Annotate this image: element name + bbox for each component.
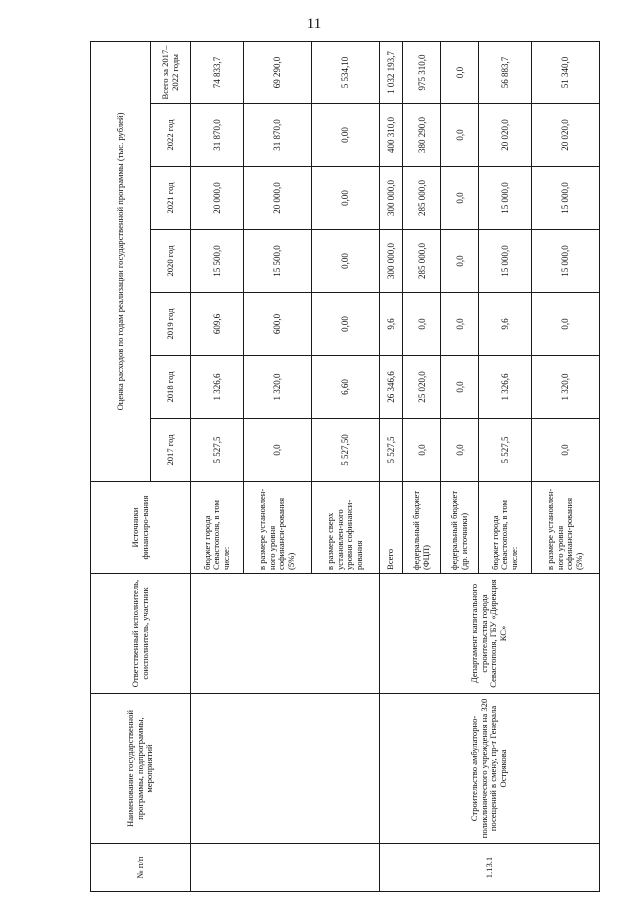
total-cell: 51 340,0: [531, 41, 599, 103]
value-cell: 0,0: [441, 356, 479, 419]
row-source-cell: бюджет города Севастополя, в том числе:: [479, 482, 532, 574]
value-cell: 0,0: [243, 419, 311, 482]
value-cell: 0,0: [441, 167, 479, 230]
header-num: № п/п: [91, 844, 191, 892]
total-cell: 69 290,0: [243, 41, 311, 103]
table-row: [191, 41, 244, 891]
value-cell: 20 020,0: [531, 104, 599, 167]
value-cell: 285 000,0: [403, 230, 441, 293]
value-cell: 9,6: [479, 293, 532, 356]
value-cell: 6,60: [311, 356, 379, 419]
value-cell: 15 000,0: [479, 167, 532, 230]
value-cell: 1 320,0: [243, 356, 311, 419]
value-cell: 300 000,0: [379, 167, 403, 230]
rotated-table-wrapper: [90, 42, 600, 892]
value-cell: 9,6: [379, 293, 403, 356]
row-executor-cell: [191, 574, 380, 694]
header-executor: Ответственный исполнитель, соисполнитель, участник: [91, 574, 191, 694]
row-executor-cell: Департамент капитального строительства города Севастополя, ГБУ «Дирекция КС»: [379, 574, 599, 694]
value-cell: 285 000,0: [403, 167, 441, 230]
row-num-cell: 1.13.1: [379, 844, 599, 892]
value-cell: 300 000,0: [379, 230, 403, 293]
row-name-cell: Строительство амбулаторно-поликлинического учреждения на 320 посещений в смену, пр-т Генерала Острякова: [379, 694, 599, 844]
total-cell: 1 032 193,7: [379, 41, 403, 103]
value-cell: 5 527,50: [311, 419, 379, 482]
row-source-cell: в размере установлен-ного уровня софинанси-рования (5%): [243, 482, 311, 574]
value-cell: 400 310,0: [379, 104, 403, 167]
value-cell: 26 346,6: [379, 356, 403, 419]
value-cell: 0,00: [311, 167, 379, 230]
value-cell: 0,0: [403, 293, 441, 356]
value-cell: 0,00: [311, 104, 379, 167]
value-cell: 1 326,6: [191, 356, 244, 419]
value-cell: 15 500,0: [191, 230, 244, 293]
value-cell: 31 870,0: [191, 104, 244, 167]
value-cell: 15 500,0: [243, 230, 311, 293]
value-cell: 609,6: [191, 293, 244, 356]
value-cell: 20 020,0: [479, 104, 532, 167]
value-cell: 15 000,0: [531, 167, 599, 230]
header-total: Всего за 2017–2022 годы: [151, 41, 191, 103]
row-source-cell: федеральный бюджет (др. источники): [441, 482, 479, 574]
value-cell: 0,0: [441, 293, 479, 356]
header-year: 2020 год: [151, 230, 191, 293]
row-source-cell: в размере установлен-ного уровня софинанси-рования (5%): [531, 482, 599, 574]
header-year: 2018 год: [151, 356, 191, 419]
value-cell: 15 000,0: [479, 230, 532, 293]
value-cell: 15 000,0: [531, 230, 599, 293]
value-cell: 0,0: [531, 419, 599, 482]
value-cell: 0,0: [441, 104, 479, 167]
row-source-cell: Всего: [379, 482, 403, 574]
header-estimate: Оценка расходов по годам реализации государственной программы (тыс. рублей): [91, 41, 151, 481]
value-cell: 0,0: [441, 419, 479, 482]
row-num-cell: [191, 844, 380, 892]
value-cell: 0,00: [311, 293, 379, 356]
table-row: [379, 41, 403, 891]
row-source-cell: в размере сверх установлен-ного уровня софинанси-рования: [311, 482, 379, 574]
value-cell: 1 326,6: [479, 356, 532, 419]
page-number: 11: [306, 16, 322, 32]
value-cell: 0,00: [311, 230, 379, 293]
value-cell: 380 290,0: [403, 104, 441, 167]
budget-table: [90, 41, 600, 892]
value-cell: 0,0: [441, 230, 479, 293]
total-cell: 56 883,7: [479, 41, 532, 103]
row-name-cell: [191, 694, 380, 844]
value-cell: 0,0: [403, 419, 441, 482]
value-cell: 5 527,5: [379, 419, 403, 482]
value-cell: 20 000,0: [191, 167, 244, 230]
header-name: Наименование государственной программы, подпрограммы, мероприятий: [91, 694, 191, 844]
value-cell: 1 320,0: [531, 356, 599, 419]
header-year: 2022 год: [151, 104, 191, 167]
header-year: 2019 год: [151, 293, 191, 356]
value-cell: 0,0: [531, 293, 599, 356]
header-year: 2017 год: [151, 419, 191, 482]
total-cell: 5 534,10: [311, 41, 379, 103]
value-cell: 25 020,0: [403, 356, 441, 419]
header-year: 2021 год: [151, 167, 191, 230]
header-source: Источники финансиро-вания: [91, 482, 191, 574]
value-cell: 20 000,0: [243, 167, 311, 230]
value-cell: 5 527,5: [479, 419, 532, 482]
value-cell: 31 870,0: [243, 104, 311, 167]
total-cell: 975 310,0: [403, 41, 441, 103]
row-source-cell: бюджет города Севастополя, в том числе:: [191, 482, 244, 574]
value-cell: 5 527,5: [191, 419, 244, 482]
row-source-cell: федеральный бюджет (ФЦП): [403, 482, 441, 574]
total-cell: 0,0: [441, 41, 479, 103]
total-cell: 74 833,7: [191, 41, 244, 103]
value-cell: 600,0: [243, 293, 311, 356]
